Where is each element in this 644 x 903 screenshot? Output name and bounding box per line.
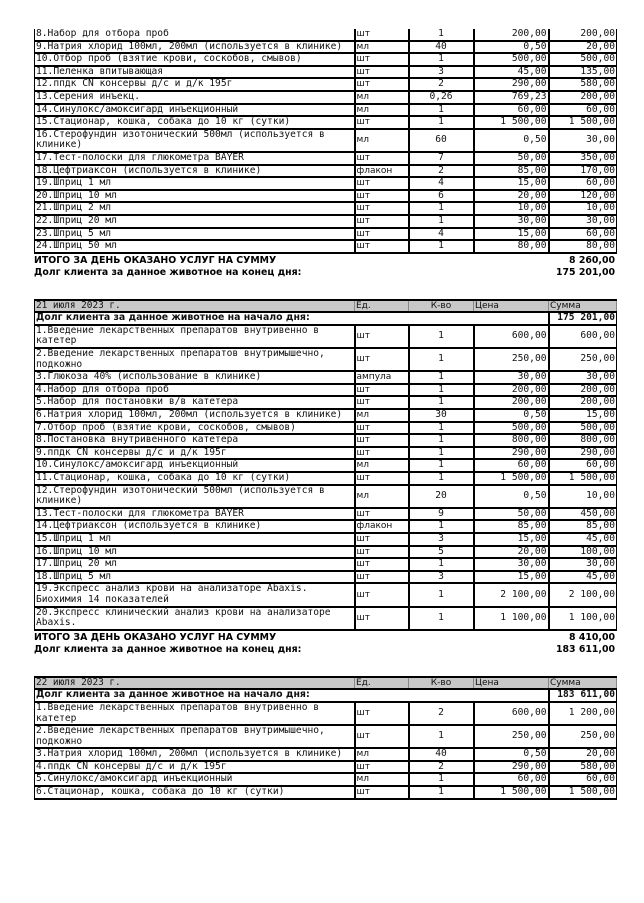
item-unit: шт [355, 447, 409, 460]
item-unit: шт [355, 422, 409, 435]
item-unit: шт [355, 607, 409, 630]
item-qty: 1 [409, 29, 474, 41]
item-qty: 2 [409, 78, 474, 91]
item-sum: 200,00 [549, 384, 617, 397]
item-sum: 250,00 [549, 348, 617, 371]
item-price: 10,00 [474, 202, 549, 215]
item-price: 0,50 [474, 41, 549, 54]
item-sum: 200,00 [549, 396, 617, 409]
item-unit: шт [355, 152, 409, 165]
item-qty: 5 [409, 546, 474, 559]
item-price: 85,00 [474, 520, 549, 533]
table-row [35, 533, 617, 546]
item-unit: шт [355, 202, 409, 215]
item-name: 12.ппдк CN консервы д/с и д/к 195г [35, 78, 355, 91]
item-qty: 0,26 [409, 91, 474, 104]
item-sum: 170,00 [549, 165, 617, 178]
item-sum: 100,00 [549, 546, 617, 559]
item-qty: 3 [409, 66, 474, 79]
table-row [35, 409, 617, 422]
day-table-22-july [34, 676, 617, 800]
item-price: 15,00 [474, 177, 549, 190]
item-sum: 450,00 [549, 508, 617, 521]
item-unit: шт [355, 396, 409, 409]
item-name: 20.Шприц 10 мл [35, 190, 355, 203]
item-unit: ампула [355, 371, 409, 384]
item-price: 30,00 [474, 215, 549, 228]
debt-start-label: Долг клиента за данное животное на начало дня: [35, 312, 549, 325]
item-sum: 290,00 [549, 447, 617, 460]
unit-column-header: Ед. [355, 300, 409, 313]
table-row [35, 558, 617, 571]
item-name: 15.Стационар, кошка, собака до 10 кг (сутки) [35, 116, 355, 129]
item-unit: шт [355, 725, 409, 748]
item-sum: 200,00 [549, 91, 617, 104]
item-unit: шт [355, 240, 409, 253]
item-name: 14.Цефтриаксон (используется в клинике) [35, 520, 355, 533]
table-row [35, 66, 617, 79]
item-sum: 1 500,00 [549, 786, 617, 799]
item-unit: шт [355, 384, 409, 397]
table-row [35, 41, 617, 54]
item-name: 16.Стерофундин изотонический 500мл (используется в клинике) [35, 129, 355, 152]
item-unit: мл [355, 773, 409, 786]
item-sum: 600,00 [549, 325, 617, 348]
item-sum: 200,00 [549, 29, 617, 41]
item-sum: 10,00 [549, 202, 617, 215]
table-row [35, 520, 617, 533]
item-qty: 1 [409, 434, 474, 447]
table-header-row [35, 300, 617, 313]
day-total-row [34, 632, 616, 645]
item-name: 11.Пеленка впитывающая [35, 66, 355, 79]
day-table-21-july [34, 299, 617, 631]
debt-start-value: 175 201,00 [549, 312, 617, 325]
item-name: 22.Шприц 20 мл [35, 215, 355, 228]
item-sum: 60,00 [549, 773, 617, 786]
item-qty: 2 [409, 761, 474, 774]
item-price: 15,00 [474, 228, 549, 241]
debt-start-value: 183 611,00 [549, 689, 617, 702]
item-unit: мл [355, 129, 409, 152]
debt-start-row [35, 689, 617, 702]
sum-column-header: Сумма [549, 677, 617, 690]
table-row [35, 485, 617, 508]
item-unit: шт [355, 116, 409, 129]
item-qty: 1 [409, 447, 474, 460]
item-price: 0,50 [474, 409, 549, 422]
item-name: 3.Глюкоза 40% (использование в клинике) [35, 371, 355, 384]
item-name: 16.Шприц 10 мл [35, 546, 355, 559]
item-sum: 1 100,00 [549, 607, 617, 630]
table-row [35, 607, 617, 630]
item-name: 4.Набор для отбора проб [35, 384, 355, 397]
item-sum: 1 500,00 [549, 472, 617, 485]
item-sum: 60,00 [549, 228, 617, 241]
item-sum: 580,00 [549, 761, 617, 774]
item-price: 60,00 [474, 104, 549, 117]
item-name: 5.Синулокс/амоксигард инъекционный [35, 773, 355, 786]
item-price: 200,00 [474, 384, 549, 397]
item-sum: 60,00 [549, 177, 617, 190]
item-price: 500,00 [474, 422, 549, 435]
item-name: 14.Синулокс/амоксигард инъекционный [35, 104, 355, 117]
debt-start-row [35, 312, 617, 325]
item-unit: мл [355, 91, 409, 104]
item-unit: шт [355, 583, 409, 606]
table-row [35, 129, 617, 152]
item-qty: 4 [409, 177, 474, 190]
item-name: 10.Синулокс/амоксигард инъекционный [35, 459, 355, 472]
item-name: 5.Набор для постановки в/в катетера [35, 396, 355, 409]
item-sum: 10,00 [549, 485, 617, 508]
item-name: 13.Серения инъекц. [35, 91, 355, 104]
item-unit: мл [355, 748, 409, 761]
item-unit: шт [355, 558, 409, 571]
item-sum: 350,00 [549, 152, 617, 165]
item-name: 20.Экспресс клинический анализ крови на анализаторе Abaxis. [35, 607, 355, 630]
item-qty: 20 [409, 485, 474, 508]
item-sum: 580,00 [549, 78, 617, 91]
item-name: 6.Натрия хлорид 100мл, 200мл (используется в клинике) [35, 409, 355, 422]
date-header: 22 июля 2023 г. [35, 677, 355, 690]
item-name: 11.Стационар, кошка, собака до 10 кг (сутки) [35, 472, 355, 485]
item-price: 290,00 [474, 761, 549, 774]
item-price: 769,23 [474, 91, 549, 104]
item-price: 250,00 [474, 725, 549, 748]
item-unit: шт [355, 215, 409, 228]
item-price: 290,00 [474, 447, 549, 460]
item-qty: 1 [409, 371, 474, 384]
item-name: 15.Шприц 1 мл [35, 533, 355, 546]
item-qty: 1 [409, 53, 474, 66]
item-sum: 30,00 [549, 558, 617, 571]
item-unit: шт [355, 472, 409, 485]
item-sum: 800,00 [549, 434, 617, 447]
table-row [35, 190, 617, 203]
invoice-document [34, 29, 616, 800]
day-total-row [34, 255, 616, 268]
item-sum: 500,00 [549, 422, 617, 435]
item-price: 1 500,00 [474, 116, 549, 129]
table-row [35, 116, 617, 129]
item-qty: 1 [409, 607, 474, 630]
item-price: 800,00 [474, 434, 549, 447]
qty-column-header: К-во [409, 677, 474, 690]
table-row [35, 472, 617, 485]
table-row [35, 240, 617, 253]
table-row [35, 422, 617, 435]
table-row [35, 177, 617, 190]
item-price: 50,00 [474, 508, 549, 521]
item-sum: 60,00 [549, 459, 617, 472]
debt-end-value: 183 611,00 [555, 644, 615, 656]
item-sum: 45,00 [549, 533, 617, 546]
sum-column-header: Сумма [549, 300, 617, 313]
item-unit: мл [355, 104, 409, 117]
table-row [35, 29, 617, 41]
item-unit: шт [355, 786, 409, 799]
table-row [35, 325, 617, 348]
item-unit: мл [355, 41, 409, 54]
table-row [35, 571, 617, 584]
item-qty: 1 [409, 325, 474, 348]
item-name: 8.Набор для отбора проб [35, 29, 355, 41]
item-name: 13.Тест-полоски для глюкометра BAYER [35, 508, 355, 521]
item-sum: 1 500,00 [549, 116, 617, 129]
item-price: 250,00 [474, 348, 549, 371]
debt-end-row [34, 267, 616, 280]
item-name: 4.ппдк CN консервы д/с и д/к 195г [35, 761, 355, 774]
item-qty: 1 [409, 583, 474, 606]
item-sum: 30,00 [549, 215, 617, 228]
item-price: 80,00 [474, 240, 549, 253]
item-name: 18.Шприц 5 мл [35, 571, 355, 584]
item-sum: 1 200,00 [549, 702, 617, 725]
table-row [35, 761, 617, 774]
item-unit: шт [355, 228, 409, 241]
item-unit: флакон [355, 165, 409, 178]
item-name: 18.Цефтриаксон (используется в клинике) [35, 165, 355, 178]
table-row [35, 202, 617, 215]
item-qty: 6 [409, 190, 474, 203]
item-unit: шт [355, 434, 409, 447]
item-unit: мл [355, 459, 409, 472]
debt-end-row [34, 644, 616, 657]
day-total-value: 8 410,00 [569, 631, 615, 643]
item-name: 21.Шприц 2 мл [35, 202, 355, 215]
item-price: 0,50 [474, 485, 549, 508]
item-name: 8.Постановка внутривенного катетера [35, 434, 355, 447]
item-qty: 2 [409, 702, 474, 725]
table-row [35, 459, 617, 472]
item-name: 19.Шприц 1 мл [35, 177, 355, 190]
item-qty: 1 [409, 520, 474, 533]
table-row [35, 78, 617, 91]
item-price: 85,00 [474, 165, 549, 178]
item-qty: 1 [409, 422, 474, 435]
item-qty: 3 [409, 533, 474, 546]
item-price: 1 100,00 [474, 607, 549, 630]
day-totals [34, 255, 616, 280]
table-row [35, 583, 617, 606]
table-row [35, 748, 617, 761]
price-column-header: Цена [474, 300, 549, 313]
table-row [35, 104, 617, 117]
item-price: 60,00 [474, 459, 549, 472]
item-price: 200,00 [474, 396, 549, 409]
date-header: 21 июля 2023 г. [35, 300, 355, 313]
item-price: 290,00 [474, 78, 549, 91]
item-sum: 20,00 [549, 748, 617, 761]
table-row [35, 447, 617, 460]
table-row [35, 215, 617, 228]
item-name: 2.Введение лекарственных препаратов внутримышечно, подкожно [35, 725, 355, 748]
item-price: 15,00 [474, 571, 549, 584]
debt-end-label: Долг клиента за данное животное на конец дня: [34, 267, 302, 279]
item-unit: шт [355, 761, 409, 774]
table-row [35, 508, 617, 521]
debt-end-value: 175 201,00 [555, 267, 615, 279]
item-name: 9.ппдк CN консервы д/с и д/к 195г [35, 447, 355, 460]
item-sum: 250,00 [549, 725, 617, 748]
table-row [35, 165, 617, 178]
item-qty: 1 [409, 348, 474, 371]
table-row [35, 725, 617, 748]
item-unit: шт [355, 533, 409, 546]
item-sum: 80,00 [549, 240, 617, 253]
item-unit: шт [355, 29, 409, 41]
item-name: 19.Экспресс анализ крови на анализаторе Abaxis. Биохимия 14 показателей [35, 583, 355, 606]
day-total-value: 8 260,00 [569, 254, 615, 266]
item-sum: 135,00 [549, 66, 617, 79]
item-qty: 60 [409, 129, 474, 152]
unit-column-header: Ед. [355, 677, 409, 690]
item-price: 200,00 [474, 29, 549, 41]
item-name: 1.Введение лекарственных препаратов внутривенно в катетер [35, 325, 355, 348]
item-price: 600,00 [474, 702, 549, 725]
item-name: 7.Отбор проб (взятие крови, соскобов, смывов) [35, 422, 355, 435]
item-sum: 30,00 [549, 371, 617, 384]
item-price: 30,00 [474, 558, 549, 571]
day-total-label: ИТОГО ЗА ДЕНЬ ОКАЗАНО УСЛУГ НА СУММУ [34, 254, 277, 266]
item-qty: 9 [409, 508, 474, 521]
item-qty: 1 [409, 773, 474, 786]
item-qty: 1 [409, 116, 474, 129]
table-row [35, 786, 617, 799]
item-unit: шт [355, 546, 409, 559]
item-qty: 7 [409, 152, 474, 165]
item-qty: 1 [409, 396, 474, 409]
item-price: 1 500,00 [474, 472, 549, 485]
item-name: 24.Шприц 50 мл [35, 240, 355, 253]
item-qty: 1 [409, 104, 474, 117]
item-qty: 1 [409, 215, 474, 228]
item-unit: флакон [355, 520, 409, 533]
item-qty: 1 [409, 202, 474, 215]
item-unit: мл [355, 409, 409, 422]
item-name: 2.Введение лекарственных препаратов внутримышечно, подкожно [35, 348, 355, 371]
day-table-continued [34, 29, 617, 254]
table-row [35, 228, 617, 241]
item-qty: 1 [409, 384, 474, 397]
debt-end-label: Долг клиента за данное животное на конец дня: [34, 644, 302, 656]
price-column-header: Цена [474, 677, 549, 690]
item-price: 600,00 [474, 325, 549, 348]
item-price: 30,00 [474, 371, 549, 384]
table-row [35, 348, 617, 371]
item-price: 1 500,00 [474, 786, 549, 799]
item-price: 45,00 [474, 66, 549, 79]
table-row [35, 384, 617, 397]
item-sum: 60,00 [549, 104, 617, 117]
item-name: 9.Натрия хлорид 100мл, 200мл (используется в клинике) [35, 41, 355, 54]
item-unit: шт [355, 66, 409, 79]
item-qty: 1 [409, 558, 474, 571]
debt-start-label: Долг клиента за данное животное на начало дня: [35, 689, 549, 702]
item-name: 17.Тест-полоски для глюкометра BAYER [35, 152, 355, 165]
item-name: 3.Натрия хлорид 100мл, 200мл (используется в клинике) [35, 748, 355, 761]
item-sum: 15,00 [549, 409, 617, 422]
item-name: 23.Шприц 5 мл [35, 228, 355, 241]
item-price: 0,50 [474, 748, 549, 761]
item-unit: шт [355, 325, 409, 348]
table-row [35, 546, 617, 559]
item-name: 1.Введение лекарственных препаратов внутривенно в катетер [35, 702, 355, 725]
item-name: 12.Стерофундин изотонический 500мл (используется в клинике) [35, 485, 355, 508]
item-price: 2 100,00 [474, 583, 549, 606]
item-price: 0,50 [474, 129, 549, 152]
item-qty: 1 [409, 240, 474, 253]
item-sum: 2 100,00 [549, 583, 617, 606]
table-row [35, 773, 617, 786]
item-sum: 20,00 [549, 41, 617, 54]
table-row [35, 434, 617, 447]
item-price: 20,00 [474, 546, 549, 559]
item-qty: 1 [409, 786, 474, 799]
item-unit: шт [355, 177, 409, 190]
item-name: 17.Шприц 20 мл [35, 558, 355, 571]
day-totals [34, 632, 616, 657]
qty-column-header: К-во [409, 300, 474, 313]
item-qty: 3 [409, 571, 474, 584]
item-price: 15,00 [474, 533, 549, 546]
item-price: 500,00 [474, 53, 549, 66]
table-row [35, 152, 617, 165]
table-row [35, 702, 617, 725]
item-price: 50,00 [474, 152, 549, 165]
item-qty: 4 [409, 228, 474, 241]
item-name: 10.Отбор проб (взятие крови, соскобов, смывов) [35, 53, 355, 66]
table-header-row [35, 677, 617, 690]
item-sum: 120,00 [549, 190, 617, 203]
item-name: 6.Стационар, кошка, собака до 10 кг (сутки) [35, 786, 355, 799]
item-sum: 30,00 [549, 129, 617, 152]
item-sum: 500,00 [549, 53, 617, 66]
item-qty: 30 [409, 409, 474, 422]
item-price: 60,00 [474, 773, 549, 786]
item-unit: шт [355, 348, 409, 371]
table-row [35, 53, 617, 66]
item-qty: 2 [409, 165, 474, 178]
day-total-label: ИТОГО ЗА ДЕНЬ ОКАЗАНО УСЛУГ НА СУММУ [34, 631, 277, 643]
item-qty: 1 [409, 725, 474, 748]
item-qty: 1 [409, 472, 474, 485]
item-qty: 40 [409, 748, 474, 761]
item-price: 20,00 [474, 190, 549, 203]
table-row [35, 371, 617, 384]
item-qty: 40 [409, 41, 474, 54]
item-unit: шт [355, 53, 409, 66]
item-unit: шт [355, 702, 409, 725]
item-unit: шт [355, 190, 409, 203]
item-unit: шт [355, 508, 409, 521]
item-unit: мл [355, 485, 409, 508]
item-qty: 1 [409, 459, 474, 472]
table-row [35, 396, 617, 409]
item-sum: 85,00 [549, 520, 617, 533]
item-unit: шт [355, 78, 409, 91]
item-sum: 45,00 [549, 571, 617, 584]
item-unit: шт [355, 571, 409, 584]
table-row [35, 91, 617, 104]
